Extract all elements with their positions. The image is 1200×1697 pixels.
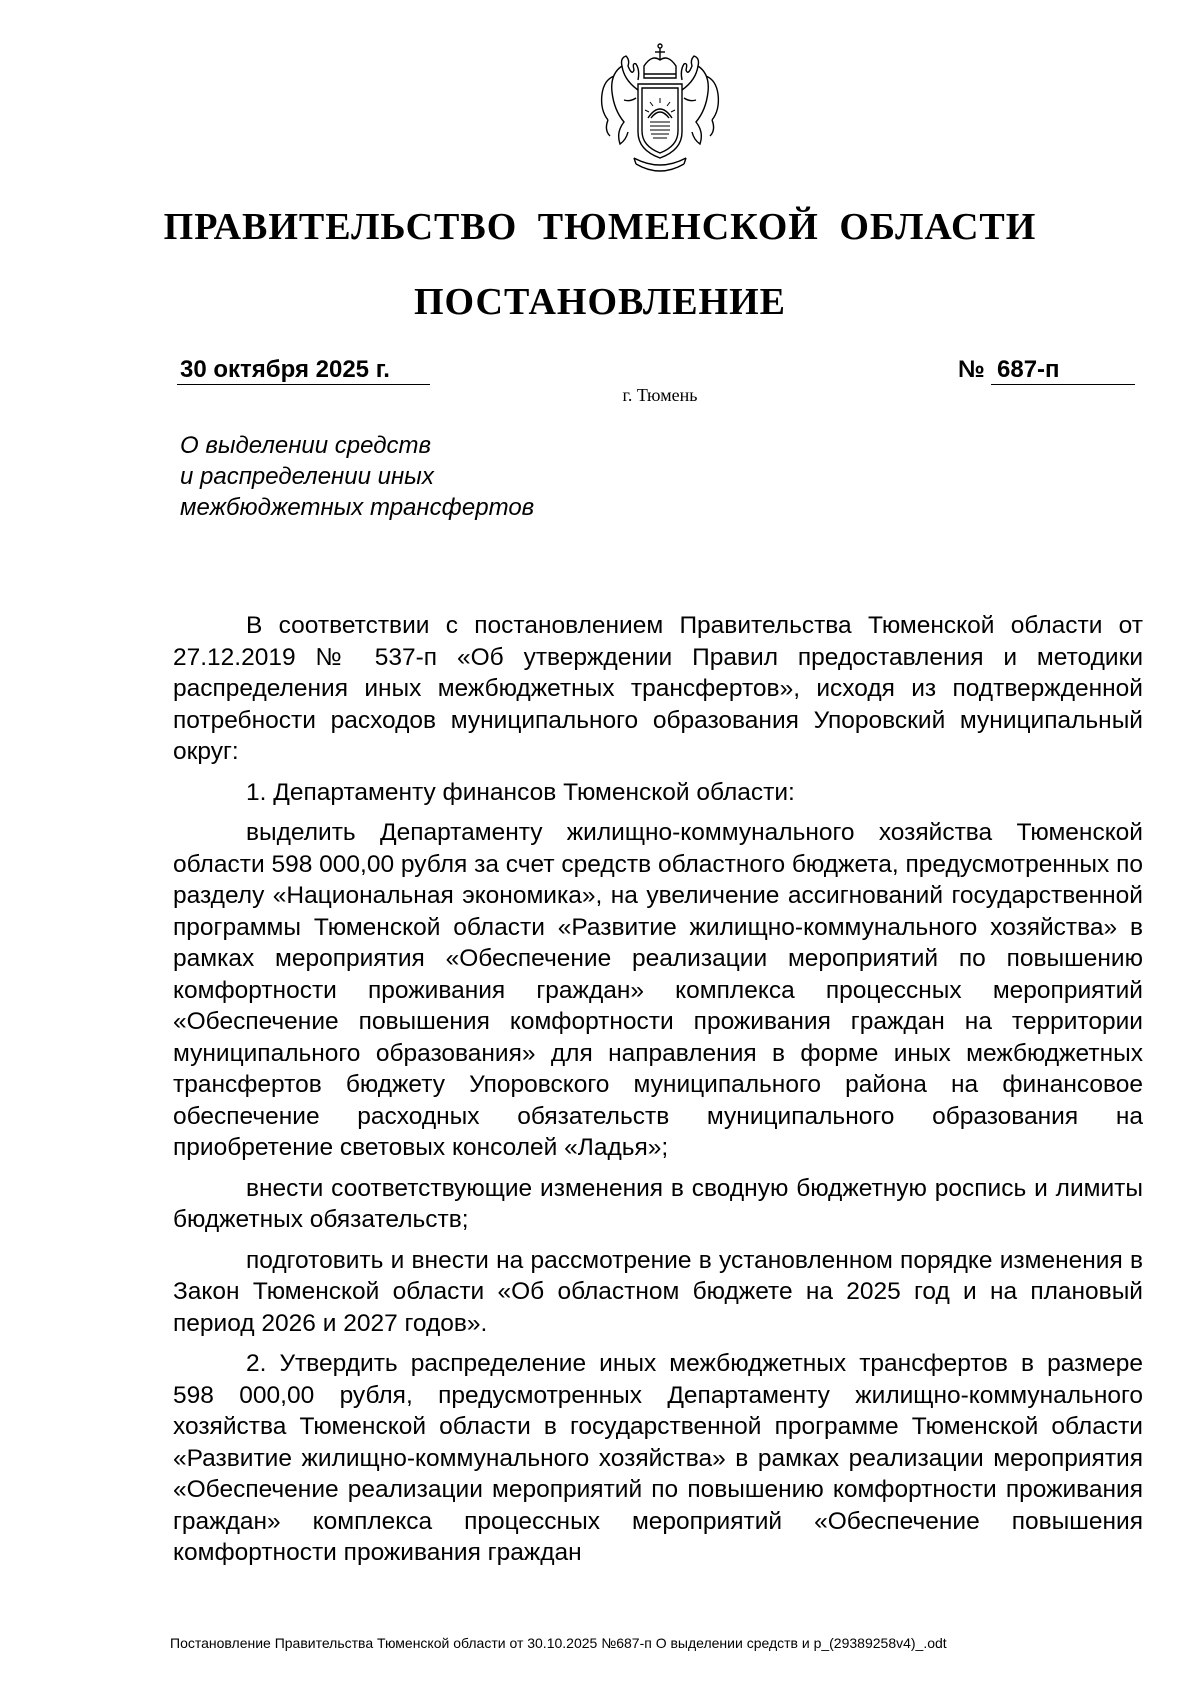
coat-of-arms-icon	[594, 40, 726, 180]
document-city: г. Тюмень	[622, 385, 698, 405]
subject-line: О выделении средств	[180, 432, 432, 459]
body-paragraph-preamble: В соответствии с постановлением Правительства Тюменской области от 27.12.2019 № 537-п «Об утверждении Правил предоставления и методики распределения иных межбюджетных трансфертов», исходя из подтвержденной потребности расходов муниципального образования Упоровский муниципальный округ:	[173, 612, 1143, 765]
number-sign: №	[958, 356, 985, 383]
body-paragraph-prepare-law-changes: подготовить и внести на рассмотрение в установленном порядке изменения в Закон Тюменской области «Об областном бюджете на 2025 год и на плановый период 2026 и 2027 годов».	[173, 1246, 1143, 1337]
page-footer: Постановление Правительства Тюменской области от 30.10.2025 №687-п О выделении средств и р_(29389258v4)_.odt	[170, 1635, 947, 1651]
subject-line: и распределении иных	[180, 463, 434, 490]
body-paragraph-allocate: выделить Департаменту жилищно-коммунального хозяйства Тюменской области 598 000,00 рубля за счет средств областного бюджета, предусмотренных по разделу «Национальная экономика», на увеличение ассигнований государственной программы Тюменской области «Развитие жилищно-коммунального хозяйства» в рамках мероприятия «Обеспечение реализации мероприятий по повышению комфортности проживания граждан» комплекса процессных мероприятий «Обеспечение повышения комфортности проживания граждан на территории муниципального образования» для направления в форме иных межбюджетных трансфертов бюджету Упоровского муниципального района на финансовое обеспечение расходных обязательств муниципального образования на приобретение световых консолей «Ладья»;	[173, 819, 1143, 1161]
body-paragraph-item-2: 2. Утвердить распределение иных межбюджетных трансфертов в размере 598 000,00 рубля, предусмотренных Департаменту жилищно-коммунального хозяйства Тюменской области в государственной программе Тюменской области «Развитие жилищно-коммунального хозяйства» в рамках реализации мероприятия «Обеспечение реализации мероприятий по повышению комфортности проживания граждан» комплекса процессных мероприятий «Обеспечение повышения комфортности проживания граждан	[173, 1350, 1143, 1566]
document-date: 30 октября 2025 г.	[177, 356, 430, 385]
body-paragraph-amend-budget-list: внести соответствующие изменения в сводную бюджетную роспись и лимиты бюджетных обязательств;	[173, 1174, 1143, 1233]
government-title: ПРАВИТЕЛЬСТВО ТЮМЕНСКОЙ ОБЛАСТИ	[163, 206, 1037, 248]
document-type: ПОСТАНОВЛЕНИЕ	[413, 281, 787, 323]
document-number: 687-п	[991, 356, 1135, 385]
document-body	[173, 610, 1143, 1578]
document-subject	[180, 430, 534, 523]
subject-line: межбюджетных трансфертов	[180, 494, 535, 521]
body-paragraph-item-1: 1. Департаменту финансов Тюменской области:	[246, 778, 795, 806]
